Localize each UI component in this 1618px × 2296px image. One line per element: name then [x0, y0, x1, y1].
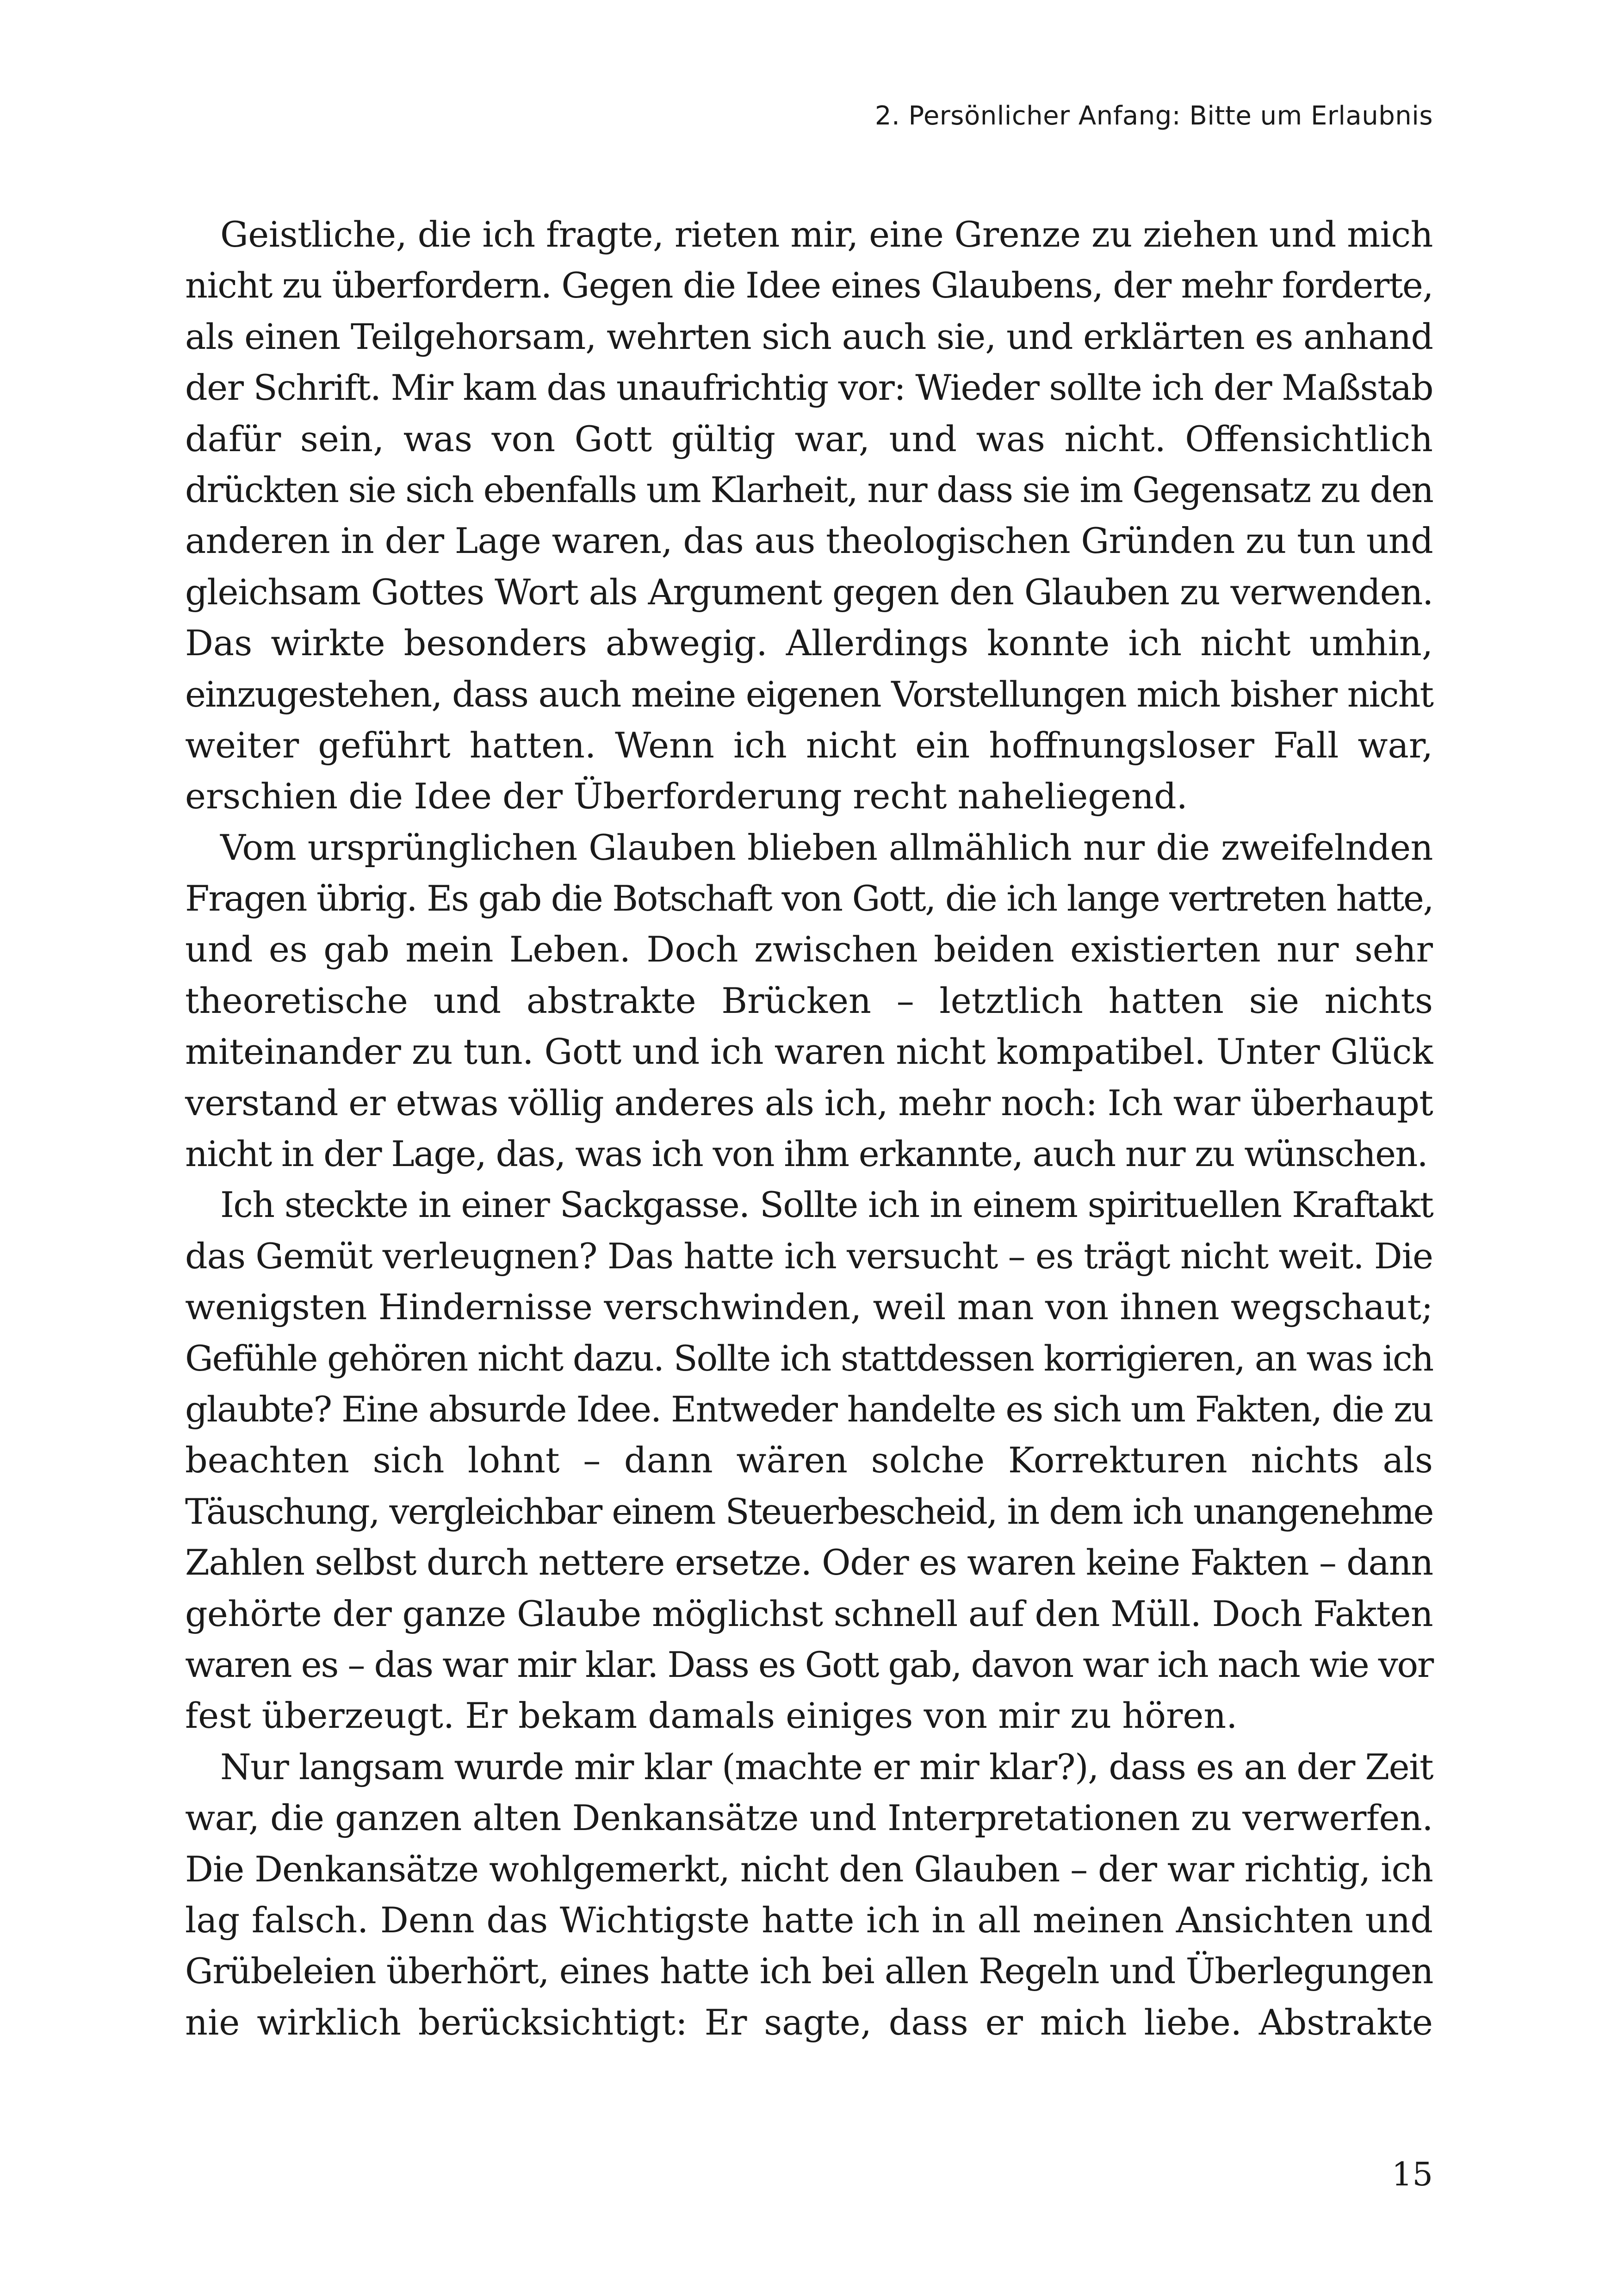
text-line: nie wirklich berücksichtigt: Er sagte, dass er mich liebe. Abstrakte	[185, 2001, 1433, 2043]
text-line: war, die ganzen alten Denkansätze und Interpretationen zu verwerfen.	[185, 1797, 1433, 1839]
text-line: Täuschung, vergleichbar einem Steuerbescheid, in dem ich unangenehme	[185, 1490, 1433, 1532]
text-line: theoretische und abstrakte Brücken – letztlich hatten sie nichts	[185, 980, 1433, 1021]
text-line: drückten sie sich ebenfalls um Klarheit, nur dass sie im Gegensatz zu den	[185, 469, 1433, 510]
text-line: miteinander zu tun. Gott und ich waren nicht kompatibel. Unter Glück	[185, 1031, 1433, 1073]
text-line: das Gemüt verleugnen? Das hatte ich versucht – es trägt nicht weit. Die	[185, 1235, 1433, 1277]
text-line: dafür sein, was von Gott gültig war, und was nicht. Offensichtlich	[185, 418, 1433, 459]
page-number: 15	[1391, 2155, 1433, 2193]
text-line: Nur langsam wurde mir klar (machte er mir klar?), dass es an der Zeit	[220, 1746, 1433, 1787]
text-line: wenigsten Hindernisse verschwinden, weil man von ihnen wegschaut;	[185, 1286, 1433, 1328]
text-line: Vom ursprünglichen Glauben blieben allmählich nur die zweifelnden	[220, 826, 1433, 868]
text-line: waren es – das war mir klar. Dass es Gott gab, davon war ich nach wie vor	[185, 1644, 1433, 1685]
text-line: lag falsch. Denn das Wichtigste hatte ich in all meinen Ansichten und	[185, 1899, 1433, 1941]
text-line: anderen in der Lage waren, das aus theologischen Gründen zu tun und	[185, 520, 1433, 562]
text-line: nicht zu überfordern. Gegen die Idee eines Glaubens, der mehr forderte,	[185, 265, 1433, 306]
text-line: und es gab mein Leben. Doch zwischen beiden existierten nur sehr	[185, 929, 1433, 970]
text-line: verstand er etwas völlig anderes als ich, mehr noch: Ich war überhaupt	[185, 1082, 1433, 1123]
text-line: Zahlen selbst durch nettere ersetze. Oder es waren keine Fakten – dann	[185, 1542, 1433, 1583]
text-line: Gefühle gehören nicht dazu. Sollte ich stattdessen korrigieren, an was ich	[185, 1337, 1433, 1379]
text-line: weiter geführt hatten. Wenn ich nicht ein hoffnungsloser Fall war,	[185, 724, 1433, 766]
text-line: Das wirkte besonders abwegig. Allerdings konnte ich nicht umhin,	[185, 622, 1433, 664]
text-line: gehörte der ganze Glaube möglichst schnell auf den Müll. Doch Fakten	[185, 1593, 1433, 1634]
text-line: erschien die Idee der Überforderung recht naheliegend.	[185, 776, 1188, 817]
text-line: Geistliche, die ich fragte, rieten mir, eine Grenze zu ziehen und mich	[220, 214, 1433, 255]
body-text	[185, 209, 1433, 2048]
text-line: fest überzeugt. Er bekam damals einiges von mir zu hören.	[185, 1695, 1238, 1737]
text-line: glaubte? Eine absurde Idee. Entweder handelte es sich um Fakten, die zu	[185, 1388, 1433, 1430]
running-head: 2. Persönlicher Anfang: Bitte um Erlaubnis	[874, 101, 1433, 131]
text-line: Ich steckte in einer Sackgasse. Sollte ich in einem spirituellen Kraftakt	[220, 1184, 1433, 1226]
text-line: beachten sich lohnt – dann wären solche Korrekturen nichts als	[185, 1440, 1433, 1481]
text-line: nicht in der Lage, das, was ich von ihm erkannte, auch nur zu wünschen.	[185, 1133, 1427, 1175]
text-line: Die Denkansätze wohlgemerkt, nicht den Glauben – der war richtig, ich	[185, 1848, 1433, 1890]
text-line: Fragen übrig. Es gab die Botschaft von Gott, die ich lange vertreten hatte,	[185, 878, 1433, 919]
text-line: der Schrift. Mir kam das unaufrichtig vor: Wieder sollte ich der Maßstab	[185, 367, 1433, 409]
text-line: als einen Teilgehorsam, wehrten sich auch sie, und erklärten es anhand	[185, 316, 1433, 357]
text-line: einzugestehen, dass auch meine eigenen Vorstellungen mich bisher nicht	[185, 673, 1433, 715]
text-line: gleichsam Gottes Wort als Argument gegen den Glauben zu verwenden.	[185, 571, 1433, 613]
text-line: Grübeleien überhört, eines hatte ich bei allen Regeln und Überlegungen	[185, 1950, 1433, 1992]
